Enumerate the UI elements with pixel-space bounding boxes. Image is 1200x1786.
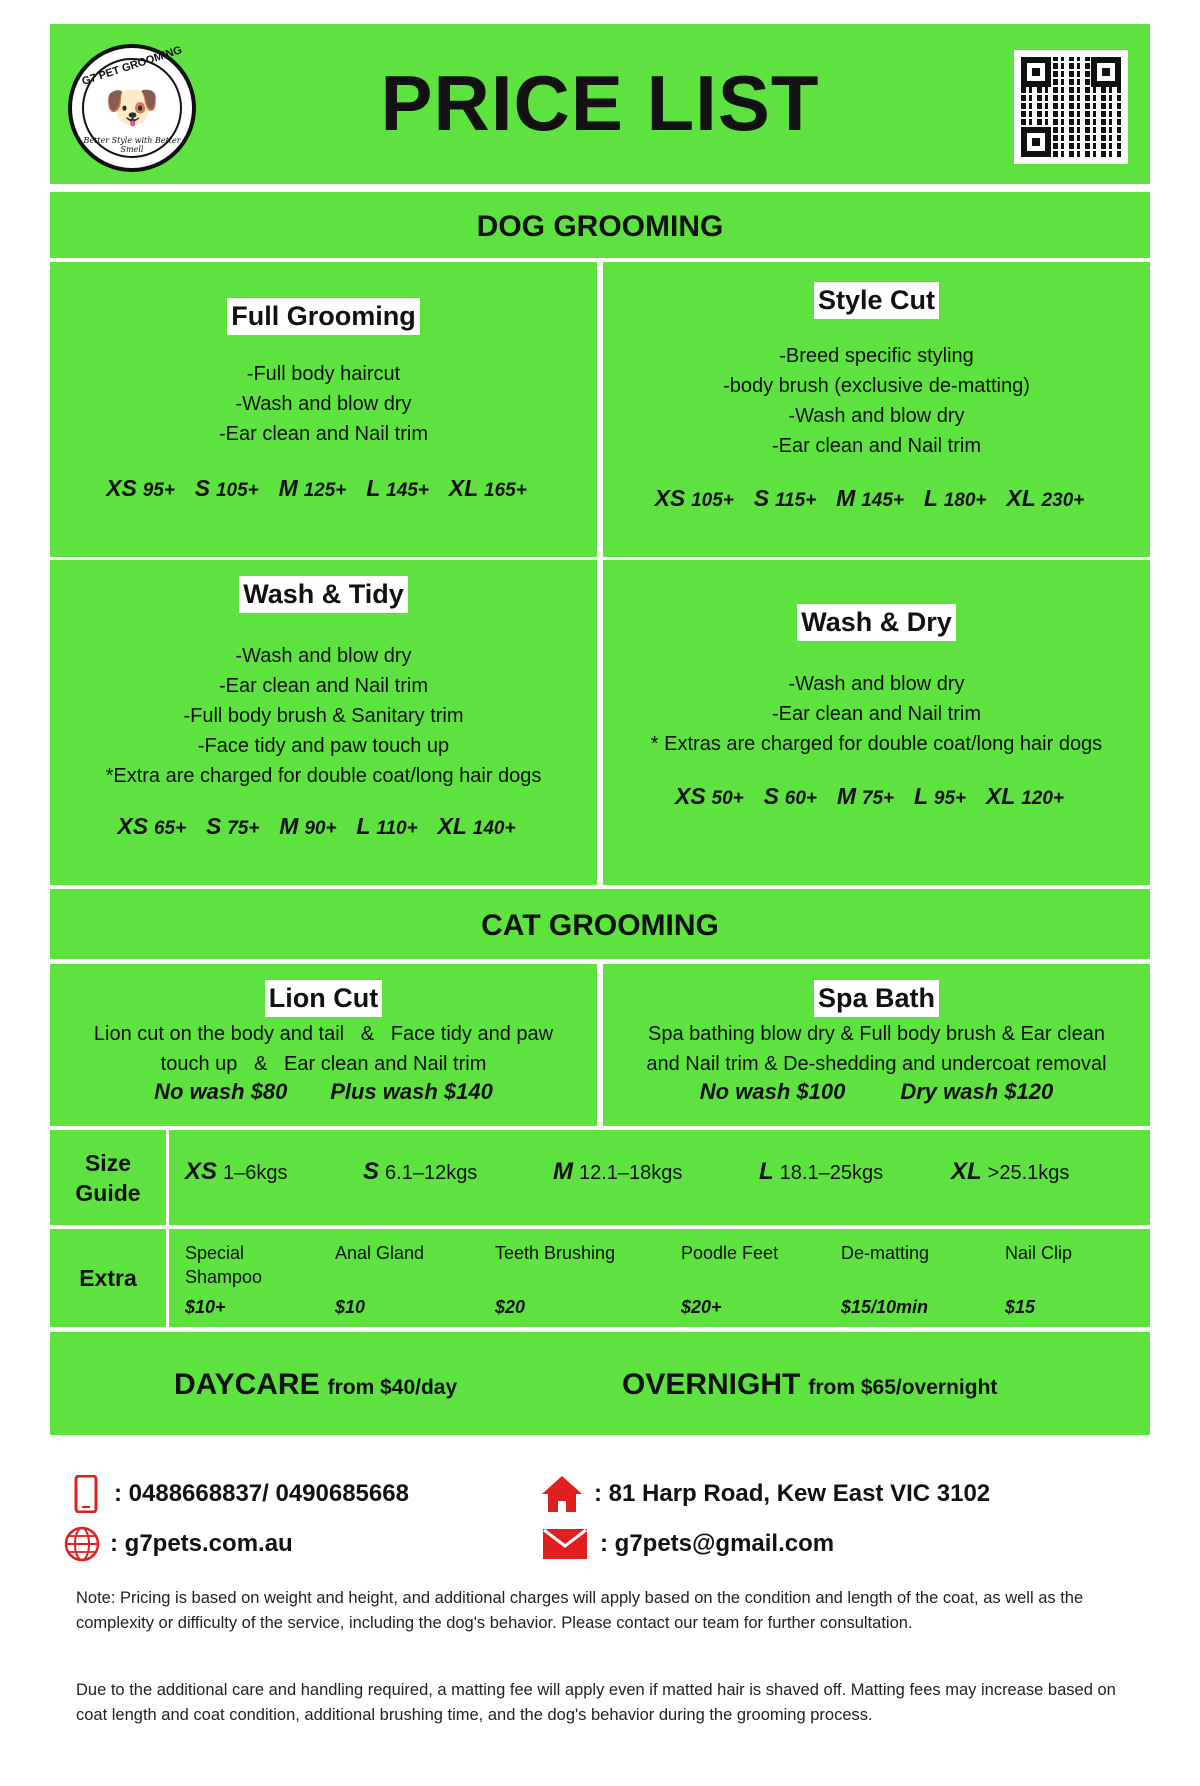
service-line: -Ear clean and Nail trim	[219, 675, 428, 697]
service-spa-bath	[603, 964, 1150, 1126]
header-panel	[50, 24, 1150, 184]
service-prices: XS 50+ S 60+ M 75+ L 95+ XL 120+	[675, 783, 1064, 809]
service-prices: XS 65+ S 75+ M 90+ L 110+ XL 140+	[117, 813, 516, 839]
phone-icon	[68, 1476, 104, 1512]
service-line: * Extras are charged for double coat/long hair dogs	[650, 733, 1103, 755]
service-line: -Ear clean and Nail trim	[772, 435, 981, 457]
page-title: PRICE LIST	[380, 59, 820, 147]
extra-item: Anal Gland $10	[335, 1243, 425, 1317]
dog-services-row-2	[50, 560, 1150, 885]
dog-services-row-1	[50, 262, 1150, 557]
mail-icon	[540, 1526, 590, 1562]
service-wash-tidy	[50, 560, 597, 885]
extra-row	[50, 1229, 1150, 1327]
dog-face-icon: 🐶	[82, 58, 182, 158]
contact-website[interactable]: : g7pets.com.au	[64, 1526, 293, 1562]
extra-item: Special Shampoo $10+	[185, 1243, 263, 1317]
globe-icon	[64, 1526, 100, 1562]
service-line: Lion cut on the body and tail & Face tidy and paw	[93, 1023, 554, 1045]
logo-tagline: Better Style with Better Smell	[83, 136, 181, 154]
contact-address[interactable]: : 81 Harp Road, Kew East VIC 3102	[540, 1476, 990, 1512]
contact-email[interactable]: : g7pets@gmail.com	[540, 1526, 834, 1562]
service-wash-dry	[603, 560, 1150, 885]
size-guide-label: Size Guide	[50, 1130, 166, 1225]
dog-grooming-title: DOG GROOMING	[50, 192, 1150, 258]
matting-note: Due to the additional care and handling required, a matting fee will apply even if matted hair is shaved off. Matting fees may increase based on coat length and coat condition, additional brushing time, and the dog's behavior during the grooming process.	[76, 1681, 1116, 1724]
extra-item: De-matting $15/10min	[841, 1243, 930, 1317]
service-line: *Extra are charged for double coat/long hair dogs	[105, 765, 542, 787]
service-line: -Wash and blow dry	[788, 405, 965, 427]
service-label: Full Grooming	[227, 298, 419, 335]
service-line: -Wash and blow dry	[235, 645, 412, 667]
service-label: Wash & Tidy	[239, 576, 408, 613]
service-line: and Nail trim & De-shedding and undercoat removal	[646, 1053, 1107, 1075]
service-line: -Full body brush & Sanitary trim	[183, 705, 464, 727]
service-label: Spa Bath	[814, 980, 939, 1017]
daycare-overnight-row	[50, 1332, 1150, 1435]
service-line: -Ear clean and Nail trim	[772, 703, 981, 725]
service-prices: No wash $80 Plus wash $140	[154, 1079, 493, 1104]
service-line: -Full body haircut	[246, 363, 401, 385]
service-line: -Breed specific styling	[779, 345, 974, 367]
service-line: -Face tidy and paw touch up	[197, 735, 450, 757]
service-label: Style Cut	[814, 282, 939, 319]
service-prices: XS 95+ S 105+ M 125+ L 145+ XL 165+	[106, 475, 527, 501]
service-line: Spa bathing blow dry & Full body brush & Ear clean	[648, 1023, 1105, 1045]
size-item: L 18.1–25kgs	[759, 1158, 884, 1185]
service-label: Lion Cut	[265, 980, 382, 1017]
service-line: touch up & Ear clean and Nail trim	[160, 1053, 487, 1075]
extra-item: Nail Clip $15	[1005, 1243, 1073, 1317]
extra-item: Poodle Feet $20+	[681, 1243, 779, 1317]
size-guide-row	[50, 1130, 1150, 1225]
size-item: XL >25.1kgs	[951, 1158, 1070, 1185]
service-line: -Wash and blow dry	[235, 393, 412, 415]
extra-item: Teeth Brushing $20	[495, 1243, 616, 1317]
size-item: M 12.1–18kgs	[553, 1158, 683, 1185]
service-line: -Wash and blow dry	[788, 673, 965, 695]
service-style-cut	[603, 262, 1150, 557]
logo-text: G7 PET GROOMING	[80, 44, 184, 88]
extra-items	[169, 1229, 1150, 1327]
size-item: S 6.1–12kgs	[363, 1158, 478, 1185]
service-full-grooming	[50, 262, 597, 557]
service-lion-cut	[50, 964, 597, 1126]
service-prices: XS 105+ S 115+ M 145+ L 180+ XL 230+	[654, 485, 1085, 511]
size-item: XS 1–6kgs	[185, 1158, 288, 1185]
overnight-price: OVERNIGHT from $65/overnight	[622, 1368, 998, 1401]
cat-grooming-title: CAT GROOMING	[50, 889, 1150, 959]
service-line: -Ear clean and Nail trim	[219, 423, 428, 445]
service-line: -body brush (exclusive de-matting)	[723, 375, 1030, 397]
qr-code-icon[interactable]	[1014, 50, 1128, 164]
size-guide-items	[169, 1130, 1150, 1225]
cat-services-row	[50, 964, 1150, 1126]
home-icon	[540, 1476, 584, 1512]
extra-label: Extra	[50, 1229, 166, 1327]
service-prices: No wash $100 Dry wash $120	[699, 1079, 1054, 1104]
pricing-note: Note: Pricing is based on weight and height, and additional charges will apply based on the condition and length of the coat, as well as the complexity or difficulty of the service, including the dog's behavior. Please contact our team for further consultation.	[76, 1589, 1084, 1632]
daycare-price: DAYCARE from $40/day	[174, 1368, 458, 1401]
service-label: Wash & Dry	[797, 604, 956, 641]
contact-phone[interactable]: : 0488668837/ 0490685668	[68, 1476, 409, 1512]
